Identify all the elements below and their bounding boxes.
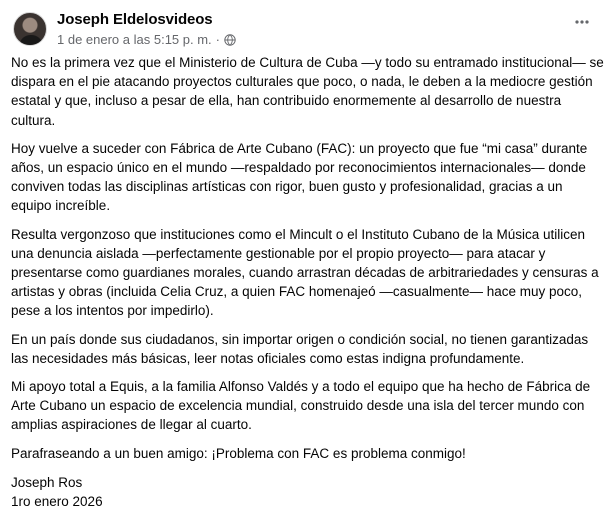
post-text-line: estatal y que, incluso a pesar de ella, han contribuido enormemente al desarrollo de nuestra — [11, 93, 562, 109]
post-text-line: Parafraseando a un buen amigo: ¡Problema con FAC es problema conmigo! — [11, 445, 466, 461]
post-text-line: una denuncia aislada —perfectamente gestionable por el propio proyecto— para atacar y — [11, 245, 546, 261]
post-text-line: dispara en el pie atacando proyectos culturales que poco, o nada, le deben a la mediocre gestión — [11, 74, 593, 90]
post-subline — [57, 32, 236, 48]
post-text-line: años, un espacio único en el mundo —respaldado por reconocimientos internacionales— donde — [11, 160, 586, 176]
post-text-line: Mi apoyo total a Equis, a la familia Alfonso Valdés y a todo el equipo que ha hecho de Fábrica de — [11, 379, 591, 395]
post-paragraph — [11, 53, 603, 130]
globe-icon — [224, 34, 236, 46]
post-paragraph — [11, 377, 603, 435]
post-text-line: presentarse como guardianes morales, cuando arrastran décadas de arbitrariedades y censuras a — [11, 265, 599, 281]
post-signature — [11, 473, 603, 511]
timestamp[interactable]: 1 de enero a las 5:15 p. m. — [57, 31, 212, 47]
author-name[interactable]: Joseph Eldelosvideos — [57, 10, 213, 28]
more-horizontal-icon[interactable] — [570, 10, 594, 34]
post-text-line: En un país donde sus ciudadanos, sin importar origen o condición social, no tienen garantizadas — [11, 331, 589, 347]
post-text-line: equipo increíble. — [11, 198, 111, 214]
post-text-line: las necesidades más básicas, leer notas oficiales como estas indigna profundamente. — [11, 350, 525, 366]
post-text-line: Resulta vergonzoso que instituciones como el Mincult o el Instituto Cubano de la Música utilicen — [11, 226, 586, 242]
avatar[interactable] — [13, 12, 47, 46]
post-text-line: conviven todas las disciplinas artísticas con rigor, buen gusto y profesionalidad, gracias a un — [11, 179, 563, 195]
post-paragraph — [11, 330, 603, 368]
post-text-line: cultura. — [11, 112, 56, 128]
post-text-line: amplias aspiraciones de llegar al cuarto. — [11, 417, 252, 433]
signature-date: 1ro enero 2026 — [11, 494, 103, 510]
post-text-line: Hoy vuelve a suceder con Fábrica de Arte Cubano (FAC): un proyecto que fue “mi casa” durante — [11, 140, 588, 156]
post-text-line: No es la primera vez que el Ministerio de Cultura de Cuba —y todo su entramado institucional— se — [11, 55, 604, 70]
post-meta — [57, 11, 236, 48]
separator-dot: · — [215, 31, 220, 47]
post-paragraph — [11, 139, 603, 216]
post-text-line: Arte Cubano un espacio de excelencia mundial, construido desde una isla del tercer mundo con — [11, 398, 585, 414]
post-text-line: artistas y obras (incluida Celia Cruz, a quien FAC homenajeó —casualmente— hace muy poco, — [11, 284, 583, 300]
post-body — [11, 53, 603, 511]
post-header — [13, 9, 236, 49]
post-paragraph — [11, 225, 603, 321]
signature-name: Joseph Ros — [11, 474, 83, 490]
post-text-line: pese a los intentos por impedirlo). — [11, 303, 214, 319]
